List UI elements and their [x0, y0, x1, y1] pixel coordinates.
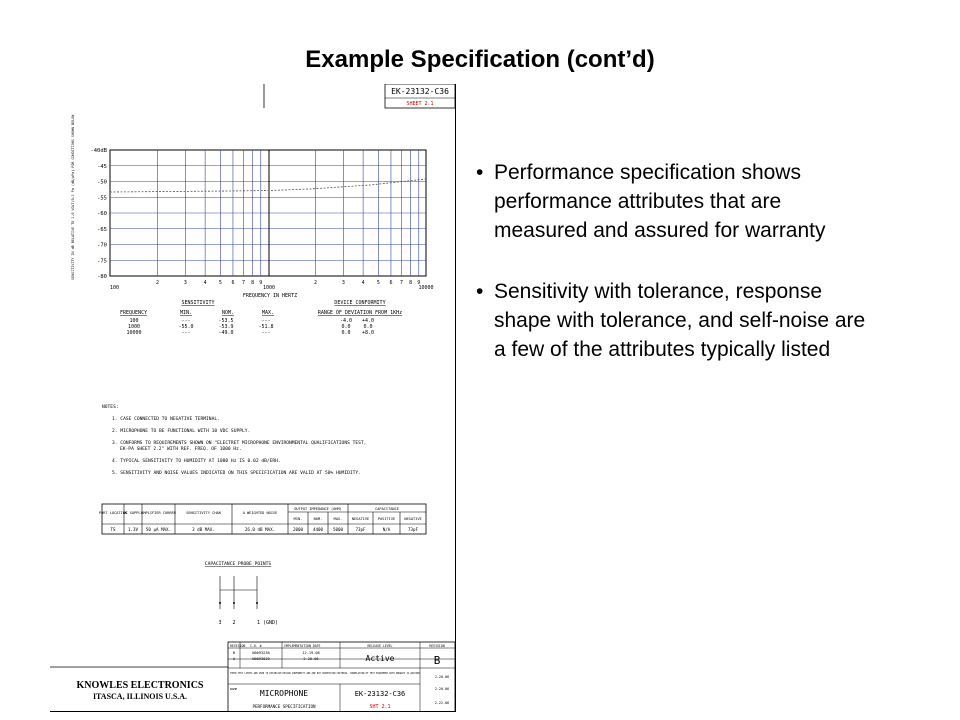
conformity-cell: +4.0 [361, 318, 375, 324]
param-header: POSITIVE [377, 517, 396, 521]
tb-date-cell: 2-20-06 [303, 657, 319, 661]
param-value: 1.3V [127, 527, 139, 532]
revision-letter: B [433, 654, 441, 667]
x-minor-tick-label: 8 [251, 280, 255, 286]
capacitance-probe-diagram [205, 561, 278, 626]
param-header: AMPLIFIER CURREN [141, 511, 176, 515]
product-sub: PERFORMANCE SPECIFICATION [252, 704, 316, 709]
note-5: 5. SENSITIVITY AND NOISE VALUES INDICATED ON THIS SPECIFICATION ARE VALID AT 50% HUMIDITY. [112, 471, 361, 476]
drawing-number: EK-23132-C36 [391, 87, 449, 96]
param-value: 2000 [292, 527, 304, 532]
note-1: 1. CASE CONNECTED TO NEGATIVE TERMINAL. [112, 417, 220, 422]
probe-label-1: 1 (GND) [257, 620, 279, 626]
parameter-table [99, 504, 426, 534]
param-header: DC SUPPLY [123, 511, 143, 515]
param-value: N/A [382, 527, 391, 532]
probe-label-2: 2 [232, 620, 236, 626]
y-tick-label: -45 [97, 163, 107, 170]
conformity-header: RANGE OF DEVIATION FROM 1KHz [317, 310, 403, 316]
tb-rev-cell: B [232, 651, 236, 655]
x-minor-tick-label: 9 [417, 280, 421, 286]
probe-label-3: 3 [218, 620, 222, 626]
tb-header-revision: REVISION [429, 644, 445, 648]
sens-header-frequency: FREQUENCY [120, 310, 148, 316]
conformity-cell: 0.0 [341, 324, 351, 330]
x-minor-tick-label: 3 [183, 280, 187, 286]
x-minor-tick-label: 2 [156, 280, 160, 286]
sensitivity-table [120, 300, 274, 336]
x-tick-100: 100 [110, 285, 120, 291]
conformity-cell: -4.0 [339, 318, 353, 324]
x-minor-tick-label: 9 [259, 280, 263, 286]
x-minor-tick-label: 6 [231, 280, 235, 286]
tb-header-release: RELEASE LEVEL [367, 644, 393, 648]
sheet-label: SHEET 2.1 [406, 101, 434, 107]
sensitivity-cell: -51.8 [258, 324, 274, 330]
param-group-header: OUTPUT IMPEDANCE (OHM) [294, 507, 342, 511]
sensitivity-cell: --- [181, 318, 191, 324]
param-group-header: CAPACITANCE [375, 507, 399, 511]
x-axis-label: FREQUENCY IN HERTZ [242, 293, 298, 299]
param-value: 5000 [332, 527, 344, 532]
note-4: 4. TYPICAL SENSITIVITY TO HUMIDITY AT 1000 Hz IS 0.02 dB/ERH. [112, 459, 281, 464]
note-2: 2. MICROPHONE TO BE FUNCTIONAL WITH 10 VDC SUPPLY. [112, 429, 251, 434]
tb-header-co: C.O. # [250, 644, 262, 648]
y-tick-label: -55 [97, 195, 107, 202]
tb-co-cell: N0093029 [252, 657, 270, 661]
param-value: TS [110, 527, 116, 532]
sensitivity-graph [71, 114, 434, 299]
param-value: 3 dB MAX. [192, 527, 215, 532]
param-header: NOM. [313, 517, 323, 521]
name-label: NAME [230, 687, 238, 691]
conformity-title: DEVICE CONFORMITY [334, 300, 386, 306]
x-minor-tick-label: 8 [409, 280, 413, 286]
sign-date-3: 2-22-06 [434, 701, 450, 705]
release-level: Active [365, 654, 395, 663]
param-header: SENSITIVITY CHAN [186, 511, 221, 515]
x-minor-tick-label: 6 [389, 280, 393, 286]
title-block [228, 642, 455, 712]
company-location: ITASCA, ILLINOIS U.S.A. [92, 692, 188, 701]
company-name: KNOWLES ELECTRONICS [76, 680, 204, 691]
conformity-cell: 0.0 [363, 324, 373, 330]
sensitivity-cell: -49.0 [218, 330, 234, 336]
sensitivity-cell: 10000 [126, 330, 142, 336]
slide-title: Example Specification (cont’d) [305, 46, 655, 73]
y-tick-label: -60 [97, 211, 107, 217]
sens-header-nom: NOM. [222, 310, 235, 316]
x-minor-tick-label: 2 [314, 280, 318, 286]
bullet-item [476, 158, 866, 245]
sensitivity-cell: -55.0 [178, 324, 194, 330]
tb-header-date: IMPLEMENTATION DATE [284, 644, 321, 648]
sensitivity-cell: -53.5 [218, 318, 234, 324]
x-minor-tick-label: 3 [341, 280, 345, 286]
param-header: NEGATIVE [404, 517, 422, 521]
x-minor-tick-label: 4 [361, 280, 365, 286]
sensitivity-cell: 1000 [127, 324, 141, 330]
note-3: 3. CONFORMS TO REQUIREMENTS SHOWN ON "ELECTRET MICROPHONE ENVIRONMENTAL QUALIFICATIONS TEST, [112, 441, 367, 446]
y-tick-label: -75 [97, 258, 107, 265]
param-header: A WEIGHTED NOISE [242, 511, 278, 515]
sign-date-1: 2-20-06 [434, 675, 450, 679]
param-value: 26.0 dB MAX. [244, 527, 276, 532]
notes [102, 404, 366, 476]
param-header: MAX. [333, 517, 343, 521]
product-name: MICROPHONE [259, 689, 309, 698]
sensitivity-cell: 100 [129, 318, 139, 324]
sign-date-2: 2-20-06 [434, 687, 450, 691]
y-tick-label: -80 [97, 274, 107, 280]
sens-header-min: MIN. [180, 310, 193, 316]
company-logo [50, 667, 228, 701]
conformity-cell: 0.0 [341, 330, 351, 336]
y-tick-label: -70 [97, 242, 107, 249]
bullet-text: Performance specification shows performance attributes that are measured and assured for warranty [494, 161, 826, 242]
sensitivity-cell: --- [181, 330, 191, 336]
x-minor-tick-label: 4 [203, 280, 207, 286]
x-tick-1000: 1000 [262, 285, 276, 291]
param-value: 50 µA MAX. [145, 527, 172, 532]
param-header: PORT LOCATION [98, 511, 128, 515]
param-value: 73pF [407, 527, 419, 532]
sens-header-max: MAX. [262, 310, 275, 316]
x-minor-tick-label: 7 [400, 280, 404, 286]
tb-rev-cell: A [232, 657, 236, 661]
note-3-cont: EK-PA SHEET 2.2" WITH REF. FREQ. OF 1000 Hz. [120, 447, 242, 452]
tb-co-cell: N0093238 [252, 651, 270, 655]
x-minor-tick-label: 7 [242, 280, 246, 286]
tb-drawing-number: EK-23132-C36 [354, 690, 406, 698]
tb-header-rev: REVISION [230, 644, 246, 648]
y-tick-label: -50 [97, 179, 107, 186]
tb-date-cell: 12-19-08 [302, 651, 320, 655]
notes-heading: NOTES: [102, 405, 119, 410]
x-minor-tick-label: 5 [218, 280, 222, 286]
bullet-dot-icon: • [476, 280, 484, 303]
x-minor-tick-label: 5 [376, 280, 380, 286]
y-axis-label: SENSITIVITY IN dB RELATIVE TO 1.0 VOLT/0.1 Pa (dB/µPa) FOR CONDITIONS SHOWN BELOW [71, 114, 75, 280]
bullet-text: Sensitivity with tolerance, response shape with tolerance, and self-noise are a few of the attributes typically listed [494, 280, 866, 361]
sensitivity-cell: -53.9 [218, 324, 234, 330]
bullet-dot-icon: • [476, 161, 484, 184]
x-tick-10000: 10000 [418, 285, 434, 291]
bullet-item [476, 277, 866, 364]
sensitivity-cell: --- [261, 318, 271, 324]
sensitivity-title: SENSITIVITY [181, 300, 215, 306]
probe-title: CAPACITANCE PROBE POINTS [204, 562, 272, 567]
param-header: NEGATIVE [351, 517, 370, 521]
sensitivity-cell: --- [261, 330, 271, 336]
param-value: 4400 [312, 527, 324, 532]
y-tick-label: -40dB [90, 148, 107, 154]
conformity-table [318, 300, 402, 336]
param-value: 73pF [355, 527, 366, 532]
y-tick-label: -65 [97, 226, 107, 233]
disclaimer: THESE TEST LIMITS ARE USED TO ESTABLISH DESIGN CONFORMITY AND ARE NOT INSPECTION CRITERIA. CORRELATION OF TEST EQUIPMENT WITH KNOWLES IS ADVISED. [230, 672, 421, 675]
bullet-list [476, 158, 866, 396]
tb-sheet: SHT 2.1 [369, 704, 391, 710]
conformity-cell: +8.0 [361, 330, 375, 336]
param-header: MIN. [293, 517, 303, 521]
spec-sheet-image [50, 84, 456, 712]
